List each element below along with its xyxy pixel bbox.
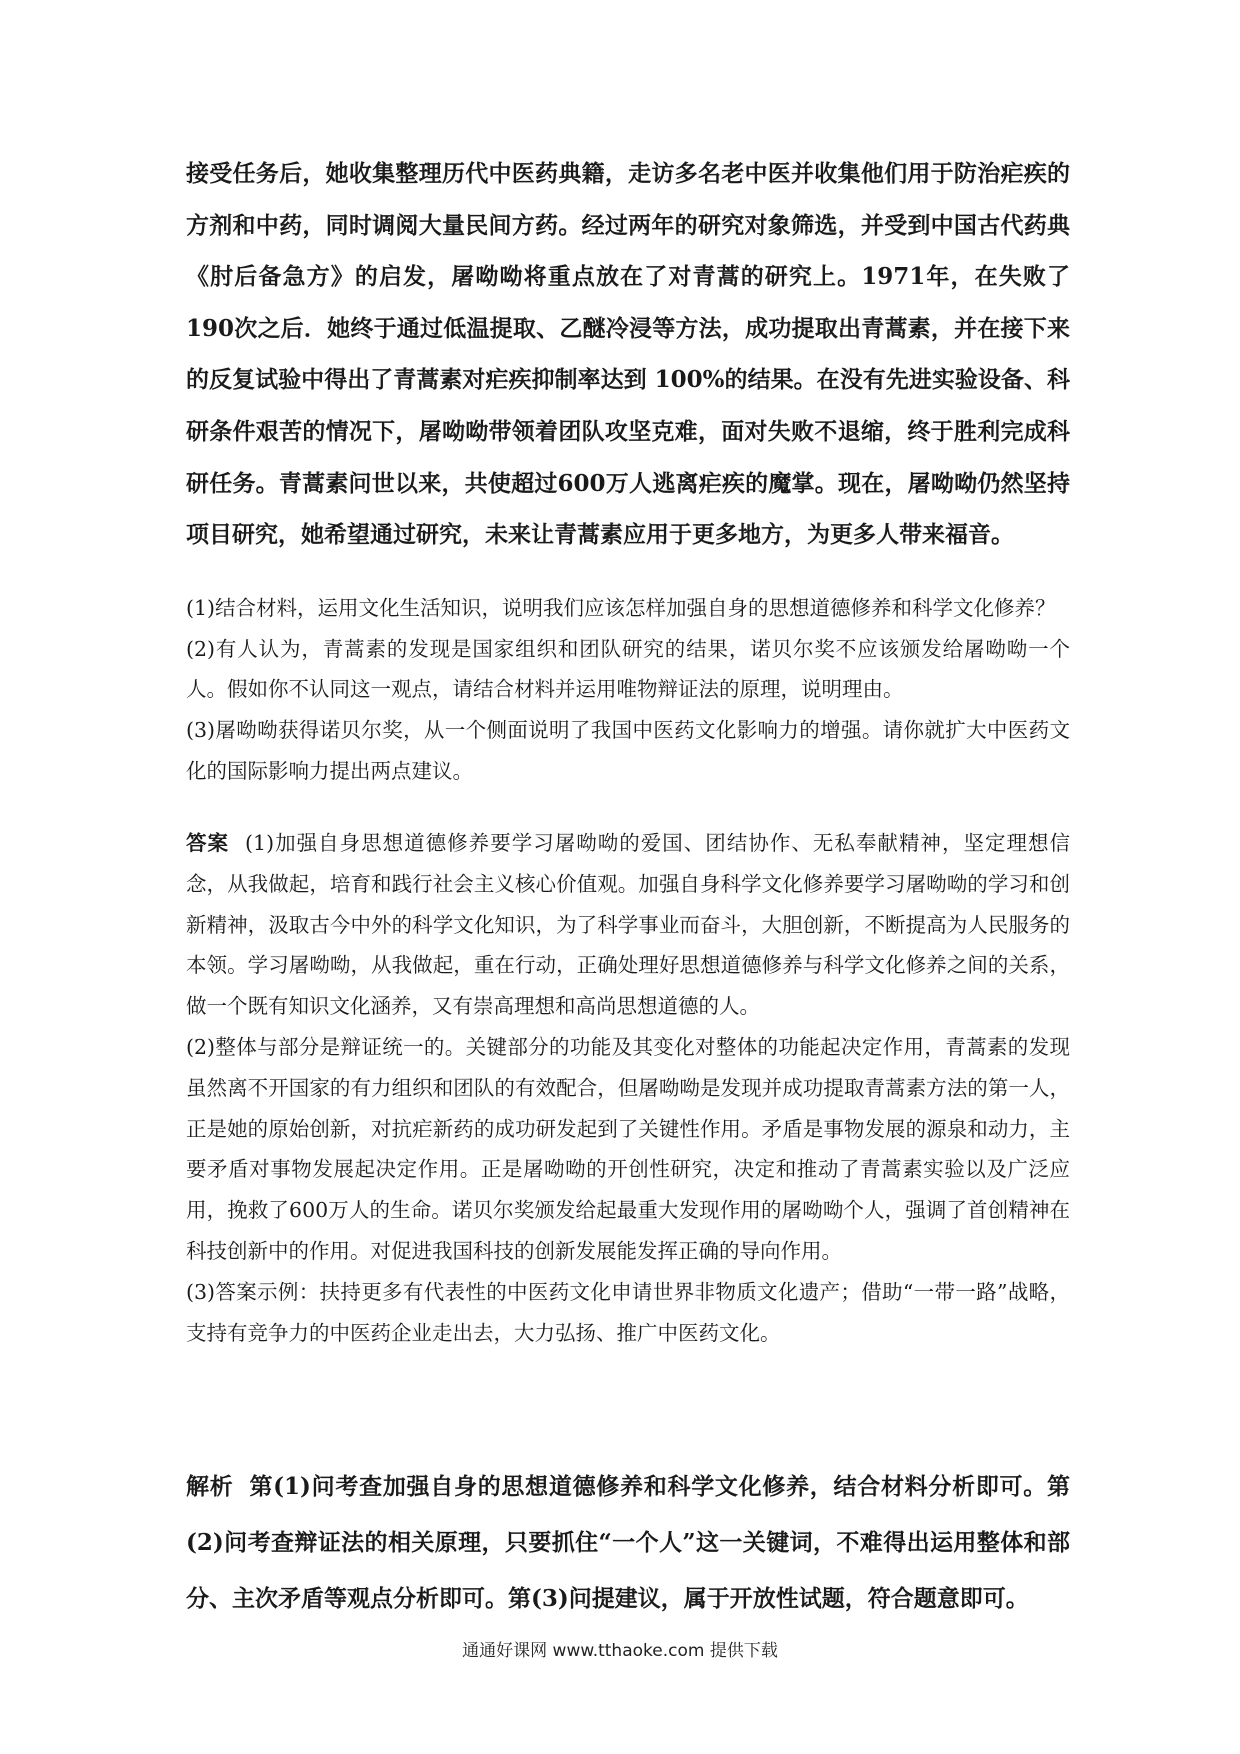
material-paragraph: 接受任务后，她收集整理历代中医药典籍，走访多名老中医并收集他们用于防治疟疾的方剂和中药，同时调阅大量民间方药。经过两年的研究对象筛选，并受到中国古代药典《肘后备急方》的启发，屠呦呦将重点放在了对青蒿的研究上。1971年，在失败了190次之后．她终于通过低温提取、乙醚冷浸等方法，成功提取出青蒿素，并在接下来的反复试验中得出了青蒿素对疟疾抑制率达到 100%的结果。在没有先进实验设备、科研条件艰苦的情况下，屠呦呦带领着团队攻坚克难，面对失败不退缩，终于胜利完成科研任务。青蒿素问世以来，共使超过600万人逃离疟疾的魔掌。现在，屠呦呦仍然坚持项目研究，她希望通过研究，未来让青蒿素应用于更多地方，为更多人带来福音。 bbox=[186, 160, 1070, 549]
answer-section bbox=[186, 823, 1070, 1353]
answer-1-paragraph bbox=[186, 823, 1070, 1027]
answer-label: 答案 bbox=[186, 831, 230, 855]
answer-2-text: (2)整体与部分是辩证统一的。关键部分的功能及其变化对整体的功能起决定作用，青蒿素的发现虽然离不开国家的有力组织和团队的有效配合，但屠呦呦是发现并成功提取青蒿素方法的第一人，正是她的原始创新，对抗疟新药的成功研发起到了关键性作用。矛盾是事物发展的源泉和动力，主要矛盾对事物发展起决定作用。正是屠呦呦的开创性研究，决定和推动了青蒿素实验以及广泛应用，挽救了600万人的生命。诺贝尔奖颁发给起最重大发现作用的屠呦呦个人，强调了首创精神在科技创新中的作用。对促进我国科技的创新发展能发挥正确的导向作用。 bbox=[186, 1034, 1070, 1263]
answer-3-text: (3)答案示例：扶持更多有代表性的中医药文化申请世界非物质文化遗产；借助“一带一路”战略，支持有竞争力的中医药企业走出去，大力弘扬、推广中医药文化。 bbox=[186, 1279, 1070, 1345]
material-passage bbox=[186, 148, 1070, 561]
question-list bbox=[186, 588, 1070, 792]
analysis-label: 解析 bbox=[186, 1474, 234, 1500]
answer-1-text: (1)加强自身思想道德修养要学习屠呦呦的爱国、团结协作、无私奉献精神，坚定理想信念，从我做起，培育和践行社会主义核心价值观。加强自身科学文化修养要学习屠呦呦的学习和创新精神，汲取古今中外的科学文化知识，为了科学事业而奋斗，大胆创新，不断提高为人民服务的本领。学习屠呦呦，从我做起，重在行动，正确处理好思想道德修养与科学文化修养之间的关系，做一个既有知识文化涵养，又有崇高理想和高尚思想道德的人。 bbox=[186, 831, 1070, 1019]
page-footer: 通通好课网 www.tthaoke.com 提供下载 bbox=[462, 1641, 778, 1661]
question-2: (2)有人认为，青蒿素的发现是国家组织和团队研究的结果，诺贝尔奖不应该颁发给屠呦呦一个人。假如你不认同这一观点，请结合材料并运用唯物辩证法的原理，说明理由。 bbox=[186, 636, 1070, 702]
analysis-section bbox=[186, 1459, 1070, 1627]
question-1: (1)结合材料，运用文化生活知识，说明我们应该怎样加强自身的思想道德修养和科学文化修养？ bbox=[186, 596, 1056, 620]
analysis-paragraph bbox=[186, 1459, 1070, 1627]
question-3: (3)屠呦呦获得诺贝尔奖，从一个侧面说明了我国中医药文化影响力的增强。请你就扩大中医药文化的国际影响力提出两点建议。 bbox=[186, 718, 1070, 783]
analysis-text: 第(1)问考查加强自身的思想道德修养和科学文化修养，结合材料分析即可。第(2)问考查辩证法的相关原理，只要抓住“一个人”这一关键词，不难得出运用整体和部分、主次矛盾等观点分析即可。第(3)问提建议，属于开放性试题，符合题意即可。 bbox=[186, 1473, 1070, 1612]
